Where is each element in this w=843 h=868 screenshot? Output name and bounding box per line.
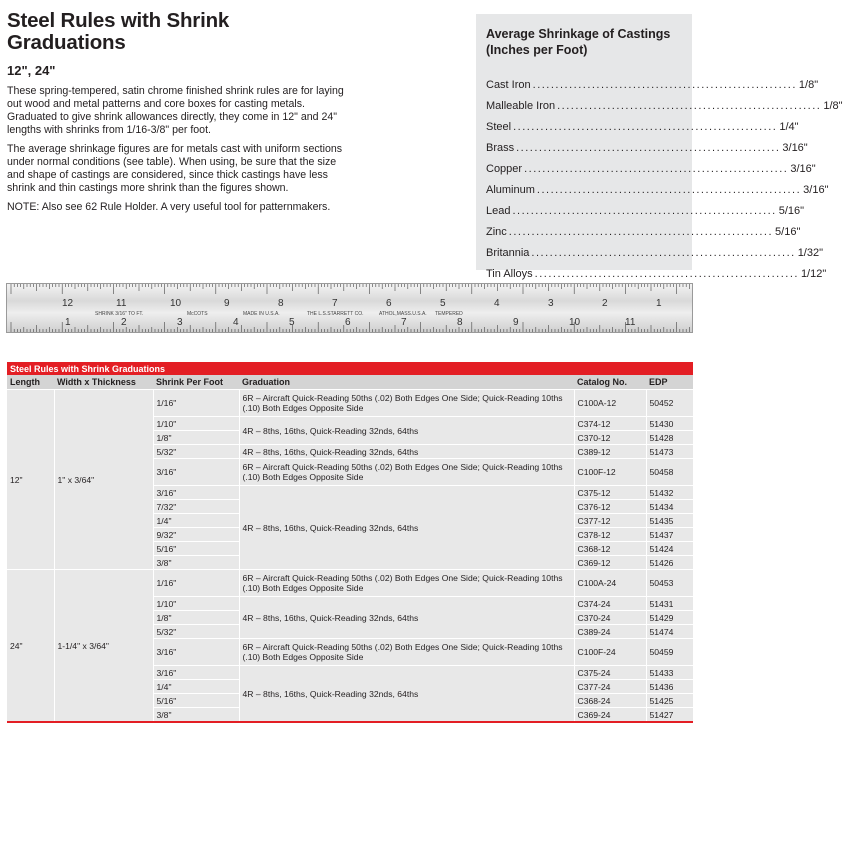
shrink-value: 1/8" xyxy=(798,78,819,91)
leader-dots: .......................................................... xyxy=(532,78,797,91)
shrinkage-row xyxy=(486,95,843,116)
catalog-cell: C374-12 xyxy=(574,417,646,431)
ruler-number: 2 xyxy=(121,317,127,328)
graduation-cell: 6R – Aircraft Quick-Reading 50ths (.02) Both Edges One Side; Quick-Reading 10ths (.10) Both Edges Opposite Side xyxy=(239,639,574,666)
column-header: Width x Thickness xyxy=(54,375,153,390)
shrink-value: 3/16" xyxy=(782,141,808,154)
graduation-cell: 4R – 8ths, 16ths, Quick-Reading 32nds, 64ths xyxy=(239,597,574,639)
intro-text xyxy=(7,85,347,220)
ruler-number: 7 xyxy=(401,317,407,328)
catalog-cell: C370-24 xyxy=(574,611,646,625)
shrinkage-row xyxy=(486,263,827,284)
shrink-cell: 1/4" xyxy=(153,514,239,528)
catalog-cell: C369-24 xyxy=(574,708,646,723)
ruler-imprint: ATHOL,MASS.U.S.A. xyxy=(379,311,427,317)
catalog-cell: C100F-24 xyxy=(574,639,646,666)
edp-cell: 51435 xyxy=(646,514,693,528)
shrink-cell: 9/32" xyxy=(153,528,239,542)
graduation-cell: 4R – 8ths, 16ths, Quick-Reading 32nds, 64ths xyxy=(239,666,574,723)
metal-name: Brass xyxy=(486,141,515,154)
shrink-value: 5/16" xyxy=(775,225,801,238)
ruler-number: 4 xyxy=(233,317,239,328)
ruler-imprint: TEMPERED xyxy=(435,311,463,317)
shrink-cell: 1/4" xyxy=(153,680,239,694)
catalog-cell: C375-24 xyxy=(574,666,646,680)
metal-name: Malleable Iron xyxy=(486,99,556,112)
intro-note: NOTE: Also see 62 Rule Holder. A very useful tool for patternmakers. xyxy=(7,201,331,213)
graduation-cell: 6R – Aircraft Quick-Reading 50ths (.02) Both Edges One Side; Quick-Reading 10ths (.10) Both Edges Opposite Side xyxy=(239,459,574,486)
ruler-number: 10 xyxy=(170,298,182,309)
metal-name: Britannia xyxy=(486,246,530,259)
shrinkage-list xyxy=(486,74,843,284)
edp-cell: 50452 xyxy=(646,390,693,417)
leader-dots: .......................................................... xyxy=(513,120,778,133)
intro-paragraph: The average shrinkage figures are for metals cast with uniform sections under normal conditions (see table). When using, be sure that the size and shape of castings are considered, since thick castings have less shrink and thin castings more shrink than the figures shown. xyxy=(7,143,343,194)
shrinkage-row xyxy=(486,221,801,242)
edp-cell: 50459 xyxy=(646,639,693,666)
ruler-number: 12 xyxy=(62,298,74,309)
shrink-value: 1/4" xyxy=(779,120,799,133)
catalog-cell: C100A-12 xyxy=(574,390,646,417)
shrink-cell: 5/16" xyxy=(153,694,239,708)
catalog-cell: C369-12 xyxy=(574,556,646,570)
ruler-imprint: McCOTS xyxy=(187,311,208,317)
graduation-cell: 4R – 8ths, 16ths, Quick-Reading 32nds, 64ths xyxy=(239,486,574,570)
edp-cell: 51473 xyxy=(646,445,693,459)
edp-cell: 51433 xyxy=(646,666,693,680)
catalog-cell: C368-24 xyxy=(574,694,646,708)
edp-cell: 51434 xyxy=(646,500,693,514)
shrinkage-row xyxy=(486,116,799,137)
page-title: Steel Rules with Shrink Graduations xyxy=(7,9,230,54)
leader-dots: .......................................................... xyxy=(536,183,802,196)
shrink-cell: 1/10" xyxy=(153,597,239,611)
shrink-cell: 7/32" xyxy=(153,500,239,514)
graduation-cell: 6R – Aircraft Quick-Reading 50ths (.02) Both Edges One Side; Quick-Reading 10ths (.10) Both Edges Opposite Side xyxy=(239,390,574,417)
edp-cell: 51430 xyxy=(646,417,693,431)
ruler-number: 5 xyxy=(440,298,446,309)
edp-cell: 51432 xyxy=(646,486,693,500)
catalog-cell: C377-12 xyxy=(574,514,646,528)
shrink-cell: 3/16" xyxy=(153,486,239,500)
width-cell: 1" x 3/64" xyxy=(54,390,153,570)
column-header: Length xyxy=(7,375,54,390)
metal-name: Aluminum xyxy=(486,183,535,196)
shrink-value: 3/16" xyxy=(803,183,829,196)
shrink-cell: 1/16" xyxy=(153,390,239,417)
edp-cell: 51436 xyxy=(646,680,693,694)
catalog-cell: C377-24 xyxy=(574,680,646,694)
graduation-cell: 4R – 8ths, 16ths, Quick-Reading 32nds, 64ths xyxy=(239,417,574,445)
edp-cell: 51425 xyxy=(646,694,693,708)
leader-dots: .......................................................... xyxy=(508,225,774,238)
shrinkage-row xyxy=(486,74,819,95)
ruler-imprint: THE L.S.STARRETT CO. xyxy=(307,311,364,317)
catalog-cell: C374-24 xyxy=(574,597,646,611)
shrinkage-title: Average Shrinkage of Castings (Inches per Foot) xyxy=(486,27,671,57)
ruler-number: 9 xyxy=(513,317,519,328)
table-row xyxy=(7,570,693,597)
table-caption: Steel Rules with Shrink Graduations xyxy=(7,362,693,375)
catalog-cell: C370-12 xyxy=(574,431,646,445)
ruler-number: 6 xyxy=(386,298,392,309)
column-header: Graduation xyxy=(239,375,574,390)
edp-cell: 51428 xyxy=(646,431,693,445)
ruler-imprint: MADE IN U.S.A. xyxy=(243,311,280,317)
ruler-graduations xyxy=(7,284,692,332)
edp-cell: 51431 xyxy=(646,597,693,611)
edp-cell: 51429 xyxy=(646,611,693,625)
ruler-number: 6 xyxy=(345,317,351,328)
metal-name: Tin Alloys xyxy=(486,267,533,280)
catalog-cell: C100A-24 xyxy=(574,570,646,597)
length-cell: 24" xyxy=(7,570,54,723)
length-cell: 12" xyxy=(7,390,54,570)
ruler-number: 7 xyxy=(332,298,338,309)
leader-dots: .......................................................... xyxy=(534,267,799,280)
shrink-cell: 1/8" xyxy=(153,611,239,625)
edp-cell: 50453 xyxy=(646,570,693,597)
catalog-cell: C375-12 xyxy=(574,486,646,500)
metal-name: Steel xyxy=(486,120,512,133)
shrink-cell: 3/8" xyxy=(153,708,239,723)
catalog-cell: C100F-12 xyxy=(574,459,646,486)
catalog-cell: C368-12 xyxy=(574,542,646,556)
edp-cell: 51424 xyxy=(646,542,693,556)
leader-dots: .......................................................... xyxy=(512,204,777,217)
leader-dots: .......................................................... xyxy=(524,162,789,175)
ruler-number: 10 xyxy=(569,317,581,328)
edp-cell: 50458 xyxy=(646,459,693,486)
edp-cell: 51474 xyxy=(646,625,693,639)
ruler-number: 1 xyxy=(65,317,71,328)
edp-cell: 51437 xyxy=(646,528,693,542)
shrink-cell: 5/16" xyxy=(153,542,239,556)
edp-cell: 51426 xyxy=(646,556,693,570)
edp-cell: 51427 xyxy=(646,708,693,723)
catalog-cell: C389-24 xyxy=(574,625,646,639)
column-header: EDP xyxy=(646,375,693,390)
ruler-number: 5 xyxy=(289,317,295,328)
intro-paragraph: These spring-tempered, satin chrome finished shrink rules are for laying out wood and metal patterns and core boxes for casting metals. Graduated to give shrink allowances directly, they come in 12" and 24" lengths with shrinks from 1/16-3/8" per foot. xyxy=(7,85,344,136)
ruler-imprint: SHRINK 3/16" TO FT. xyxy=(95,311,144,317)
shrink-cell: 3/16" xyxy=(153,666,239,680)
ruler-number: 3 xyxy=(177,317,183,328)
metal-name: Lead xyxy=(486,204,511,217)
shrink-cell: 5/32" xyxy=(153,445,239,459)
metal-name: Copper xyxy=(486,162,523,175)
shrink-cell: 3/16" xyxy=(153,459,239,486)
shrink-cell: 3/16" xyxy=(153,639,239,666)
catalog-cell: C389-12 xyxy=(574,445,646,459)
shrink-value: 1/32" xyxy=(797,246,824,259)
shrink-value: 3/16" xyxy=(790,162,816,175)
graduation-cell: 6R – Aircraft Quick-Reading 50ths (.02) Both Edges One Side; Quick-Reading 10ths (.10) Both Edges Opposite Side xyxy=(239,570,574,597)
width-cell: 1-1/4" x 3/64" xyxy=(54,570,153,723)
shrinkage-row xyxy=(486,242,824,263)
table-header-row xyxy=(7,375,693,390)
ruler-number: 8 xyxy=(457,317,463,328)
shrink-cell: 1/8" xyxy=(153,431,239,445)
leader-dots: .......................................................... xyxy=(557,99,822,112)
catalog-cell: C376-12 xyxy=(574,500,646,514)
shrinkage-row xyxy=(486,200,805,221)
metal-name: Cast Iron xyxy=(486,78,531,91)
ruler-number: 2 xyxy=(602,298,608,309)
ruler-number: 11 xyxy=(116,298,127,309)
shrink-value: 1/8" xyxy=(823,99,843,112)
shrink-cell: 5/32" xyxy=(153,625,239,639)
shrinkage-row xyxy=(486,158,816,179)
ruler-number: 4 xyxy=(494,298,500,309)
shrink-cell: 1/16" xyxy=(153,570,239,597)
shrink-cell: 3/8" xyxy=(153,556,239,570)
ruler-number: 3 xyxy=(548,298,554,309)
shrinkage-panel xyxy=(476,14,843,280)
column-header: Catalog No. xyxy=(574,375,646,390)
table-row xyxy=(7,390,693,417)
ruler-number: 8 xyxy=(278,298,284,309)
shrink-cell: 1/10" xyxy=(153,417,239,431)
ruler-number: 9 xyxy=(224,298,230,309)
metal-name: Zinc xyxy=(486,225,507,238)
ruler-image xyxy=(6,283,693,333)
leader-dots: .......................................................... xyxy=(516,141,781,154)
shrink-value: 5/16" xyxy=(778,204,805,217)
sizes-subtitle: 12", 24" xyxy=(7,63,56,78)
ruler-number: 11 xyxy=(625,317,636,328)
shrink-value: 1/12" xyxy=(800,267,827,280)
catalog-cell: C378-12 xyxy=(574,528,646,542)
shrinkage-row xyxy=(486,179,829,200)
column-header: Shrink Per Foot xyxy=(153,375,239,390)
leader-dots: .......................................................... xyxy=(531,246,796,259)
graduation-cell: 4R – 8ths, 16ths, Quick-Reading 32nds, 64ths xyxy=(239,445,574,459)
product-table xyxy=(7,362,693,723)
ruler-number: 1 xyxy=(656,298,662,309)
shrinkage-row xyxy=(486,137,808,158)
